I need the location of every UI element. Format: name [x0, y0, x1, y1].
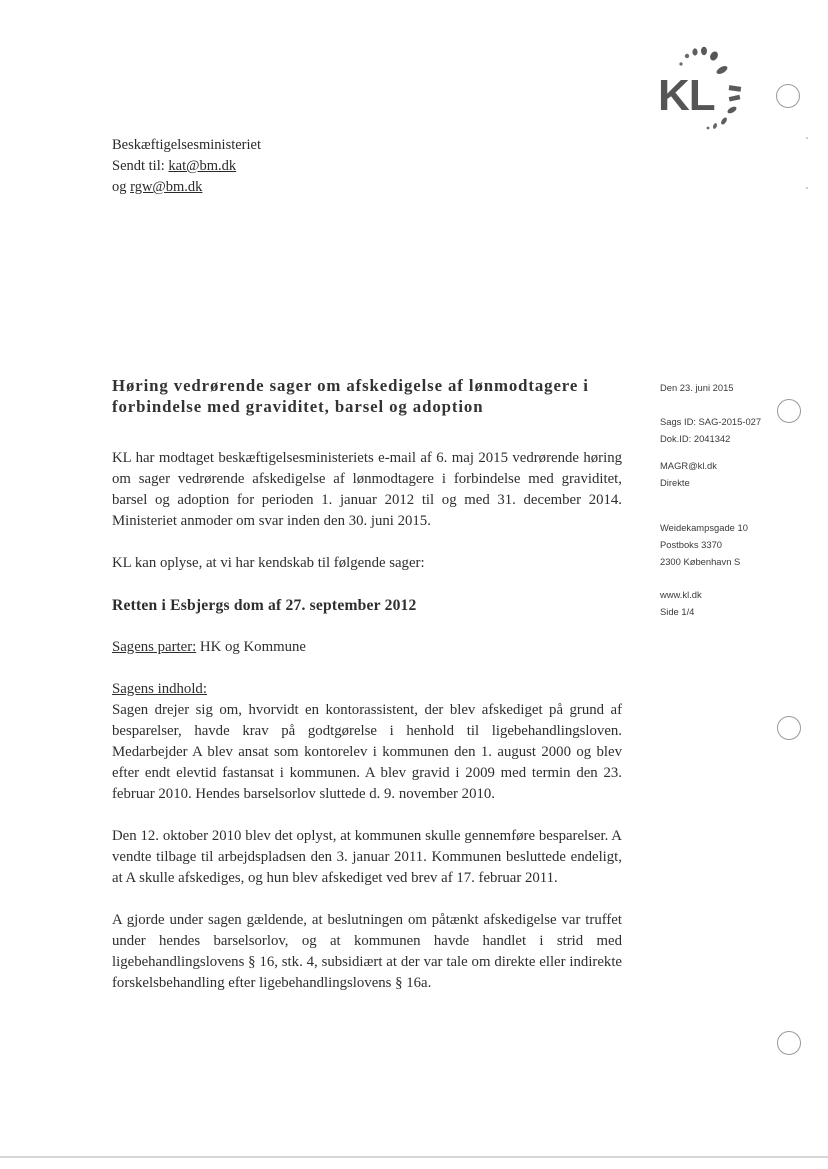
document-id: Dok.ID: 2041342	[660, 433, 731, 444]
kl-logo-text: KL	[658, 71, 715, 120]
recipient-name: Beskæftigelsesministeriet	[112, 137, 262, 153]
binder-hole	[777, 716, 801, 740]
sender-email[interactable]: MAGR@kl.dk	[660, 460, 717, 471]
binder-hole	[777, 1031, 801, 1055]
scan-speck	[806, 137, 808, 139]
case-id: Sags ID: SAG-2015-027	[660, 416, 762, 427]
letter-date: Den 23. juni 2015	[660, 382, 734, 393]
kl-logo	[656, 46, 756, 136]
sent-to-line	[112, 156, 261, 177]
content-paragraph-1: Sagen drejer sig om, hvorvidt en kontorassistent, der blev afskediget på grund af besparelser, havde krav på godtgørelse i henhold til ligebehandlingsloven. Medarbejder A blev ansat som kontorelev i kommunen den 1. august 2000 og blev efter endt elevtid fastansat i kommunen. A blev gravid i 2009 med termin den 23. februar 2010. Hendes barselsorlov sluttede d. 9. november 2010.	[112, 702, 622, 802]
kl-logo-graphic	[656, 46, 756, 136]
scan-edge-line	[0, 1156, 828, 1158]
email-link-rgw[interactable]: rgw@bm.dk	[130, 179, 203, 195]
address-city: 2300 København S	[660, 556, 741, 567]
parties-value: HK og Kommune	[196, 639, 306, 655]
content-paragraph-2: Den 12. oktober 2010 blev det oplyst, at kommunen skulle gennemføre besparelser. A vendte tilbage til arbejdspladsen den 3. januar 2011. Kommunen besluttede endeligt, at A skulle afskediges, og hun blev afskediget ved brev af 17. februar 2011.	[112, 828, 622, 886]
knowledge-paragraph: KL kan oplyse, at vi har kendskab til følgende sager:	[112, 555, 425, 571]
scan-speck	[806, 187, 808, 189]
website-link[interactable]: www.kl.dk	[660, 589, 702, 600]
cc-line	[112, 177, 261, 198]
recipient-block	[112, 135, 261, 198]
address-pobox: Postboks 3370	[660, 539, 723, 550]
direct-phone-label: Direkte	[660, 477, 690, 488]
address-street: Weidekampsgade 10	[660, 522, 748, 533]
parties-paragraph	[112, 637, 622, 658]
content-label: Sagens indhold:	[112, 681, 207, 697]
intro-paragraph: KL har modtaget beskæftigelsesministeriets e-mail af 6. maj 2015 vedrørende høring om sager vedrørende afskedigelse af lønmodtagere i forbindelse med graviditet, barsel og adoption for perioden 1. januar 2012 til og med 31. december 2014. Ministeriet anmoder om svar inden den 30. juni 2015.	[112, 450, 622, 529]
letter-title: Høring vedrørende sager om afskedigelse af lønmodtagere i forbindelse med graviditet, barsel og adoption	[112, 376, 589, 416]
letter-body	[112, 448, 622, 994]
sender-sidebar	[660, 379, 790, 620]
parties-label: Sagens parter:	[112, 639, 197, 655]
email-link-kat[interactable]: kat@bm.dk	[168, 158, 237, 174]
content-paragraph-3: A gjorde under sagen gældende, at beslutningen om påtænkt afskedigelse var truffet under hendes barselsorlov, og at kommunen havde handlet i strid med ligebehandlingslovens § 16, stk. 4, subsidiært at der var tale om direkte eller indirekte forskelsbehandling efter ligebehandlingslovens § 16a.	[112, 912, 622, 991]
cc-label: og	[112, 179, 131, 195]
case-heading: Retten i Esbjergs dom af 27. september 2012	[112, 597, 417, 614]
sent-to-label: Sendt til:	[112, 158, 169, 174]
page-number: Side 1/4	[660, 606, 695, 617]
binder-hole	[776, 84, 800, 108]
